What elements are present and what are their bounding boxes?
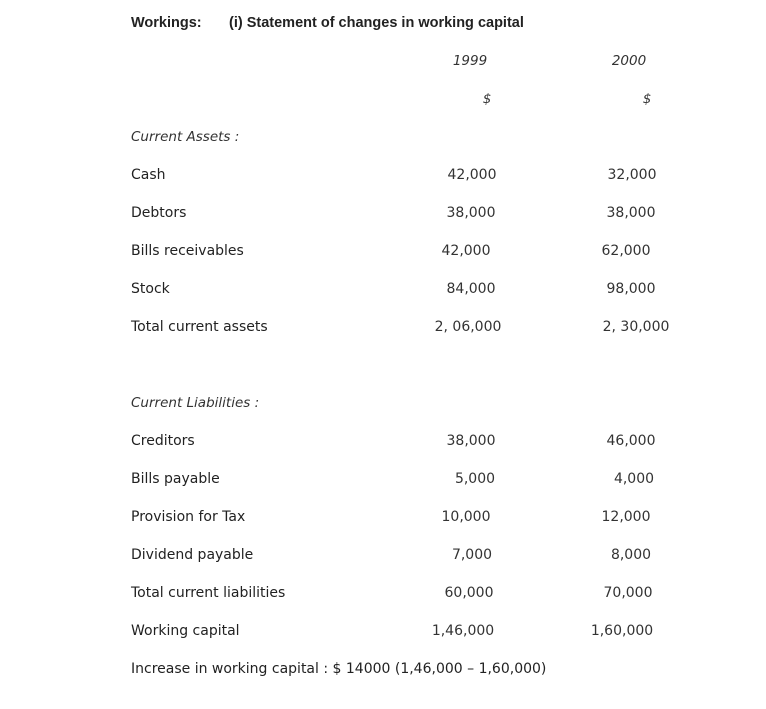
value-cash-2000: 32,000: [607, 167, 657, 183]
row-label-cash: Cash: [131, 167, 166, 183]
current-liabilities-heading: Current Liabilities :: [131, 395, 260, 411]
row-label-total-current-liabilities: Total current liabilities: [131, 585, 286, 601]
current-assets-heading: Current Assets :: [131, 129, 240, 145]
row-label-bills-payable: Bills payable: [131, 471, 220, 487]
row-label-bills-receivables: Bills receivables: [131, 243, 244, 259]
row-label-provision-for-tax: Provision for Tax: [131, 509, 246, 525]
value-cash-1999: 42,000: [447, 167, 497, 183]
row-label-creditors: Creditors: [131, 433, 195, 449]
value-bills-receivables-2000: 62,000: [601, 243, 651, 259]
value-provision-for-tax-2000: 12,000: [601, 509, 651, 525]
workings-label: Workings:: [131, 15, 202, 31]
value-debtors-2000: 38,000: [606, 205, 656, 221]
column-header-2000: 2000: [611, 53, 647, 69]
row-label-stock: Stock: [131, 281, 170, 297]
value-total-current-liabilities-1999: 60,000: [444, 585, 494, 601]
value-total-current-assets-1999: 2, 06,000: [434, 319, 502, 335]
value-working-capital-1999: 1,46,000: [431, 623, 495, 639]
value-debtors-1999: 38,000: [446, 205, 496, 221]
value-stock-2000: 98,000: [606, 281, 656, 297]
value-stock-1999: 84,000: [446, 281, 496, 297]
currency-symbol-1999: $: [482, 91, 492, 107]
currency-symbol-2000: $: [642, 91, 652, 107]
value-bills-payable-1999: 5,000: [454, 471, 496, 487]
column-header-1999: 1999: [452, 53, 488, 69]
row-label-dividend-payable: Dividend payable: [131, 547, 254, 563]
row-label-working-capital: Working capital: [131, 623, 240, 639]
value-dividend-payable-2000: 8,000: [610, 547, 652, 563]
value-provision-for-tax-1999: 10,000: [441, 509, 491, 525]
value-creditors-1999: 38,000: [446, 433, 496, 449]
value-bills-receivables-1999: 42,000: [441, 243, 491, 259]
value-total-current-assets-2000: 2, 30,000: [602, 319, 670, 335]
value-dividend-payable-1999: 7,000: [451, 547, 493, 563]
value-working-capital-2000: 1,60,000: [590, 623, 654, 639]
value-creditors-2000: 46,000: [606, 433, 656, 449]
value-bills-payable-2000: 4,000: [613, 471, 655, 487]
increase-in-working-capital: Increase in working capital : $ 14000 (1,46,000 – 1,60,000): [131, 661, 547, 677]
row-label-total-current-assets: Total current assets: [131, 319, 268, 335]
value-total-current-liabilities-2000: 70,000: [603, 585, 653, 601]
row-label-debtors: Debtors: [131, 205, 187, 221]
page-title: (i) Statement of changes in working capital: [229, 15, 524, 31]
